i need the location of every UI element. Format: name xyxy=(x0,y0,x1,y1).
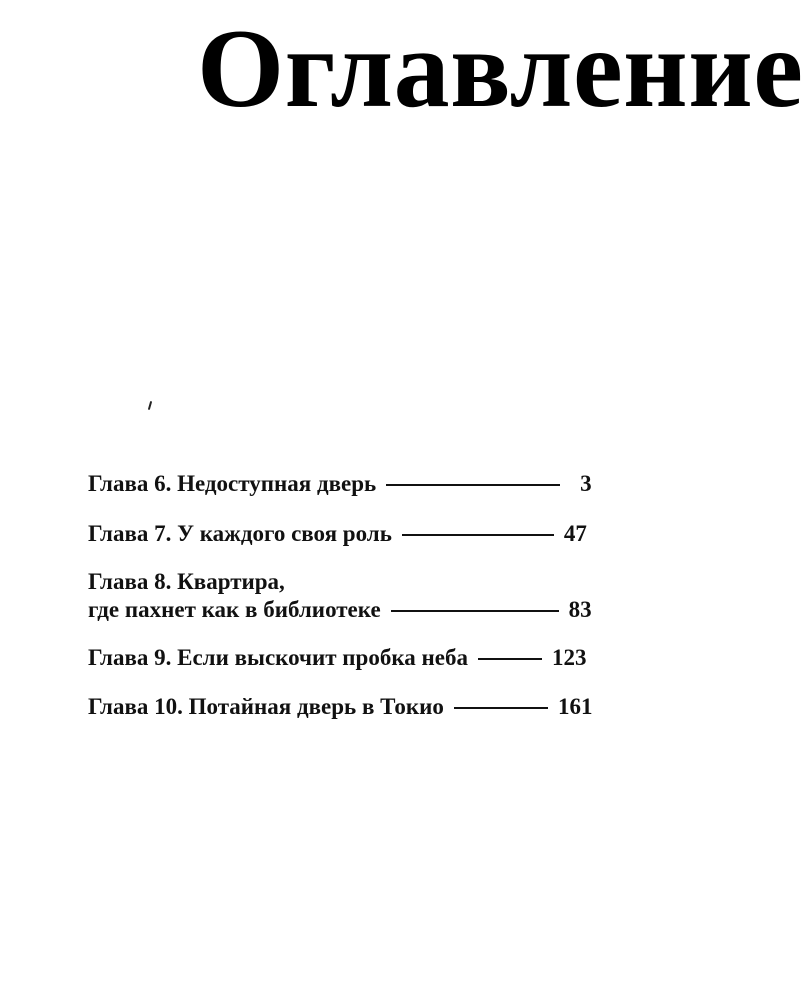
leader-rule xyxy=(391,610,559,612)
toc-entry-label-line-2: где пахнет как в библиотеке xyxy=(88,597,381,622)
toc-entry-chapter-6 xyxy=(88,470,592,498)
toc-entry-label: Глава 7. У каждого своя роль xyxy=(88,521,392,546)
toc-entry-chapter-9 xyxy=(88,644,586,672)
leader-rule xyxy=(402,534,554,536)
toc-entry-line-first xyxy=(88,568,592,596)
toc-entry-page-number: 47 xyxy=(563,521,587,546)
toc-entry-page-number: 161 xyxy=(557,694,593,719)
toc-entry-label: Глава 10. Потайная дверь в Токио xyxy=(88,694,444,719)
toc-entry-line xyxy=(88,520,587,548)
leader-rule xyxy=(478,658,542,660)
toc-entry-line xyxy=(88,644,586,672)
scan-speck xyxy=(148,401,152,410)
toc-entry-page-number: 123 xyxy=(551,645,587,670)
leader-rule xyxy=(454,707,548,709)
toc-entry-label-line-1: Глава 8. Квартира, xyxy=(88,569,285,594)
toc-entry-line xyxy=(88,470,592,498)
toc-entry-page-number: 3 xyxy=(580,471,592,496)
toc-entry-line-second xyxy=(88,596,592,624)
toc-entry-page-number: 83 xyxy=(568,597,592,622)
toc-entry-chapter-10 xyxy=(88,693,592,721)
toc-entry-chapter-7 xyxy=(88,520,587,548)
leader-rule xyxy=(386,484,560,486)
page-title: Оглавление xyxy=(197,7,803,131)
toc-entry-chapter-8 xyxy=(88,568,592,624)
toc-entry-line xyxy=(88,693,592,721)
toc-entry-label: Глава 6. Недоступная дверь xyxy=(88,471,377,496)
toc-entry-label: Глава 9. Если выскочит пробка неба xyxy=(88,645,468,670)
